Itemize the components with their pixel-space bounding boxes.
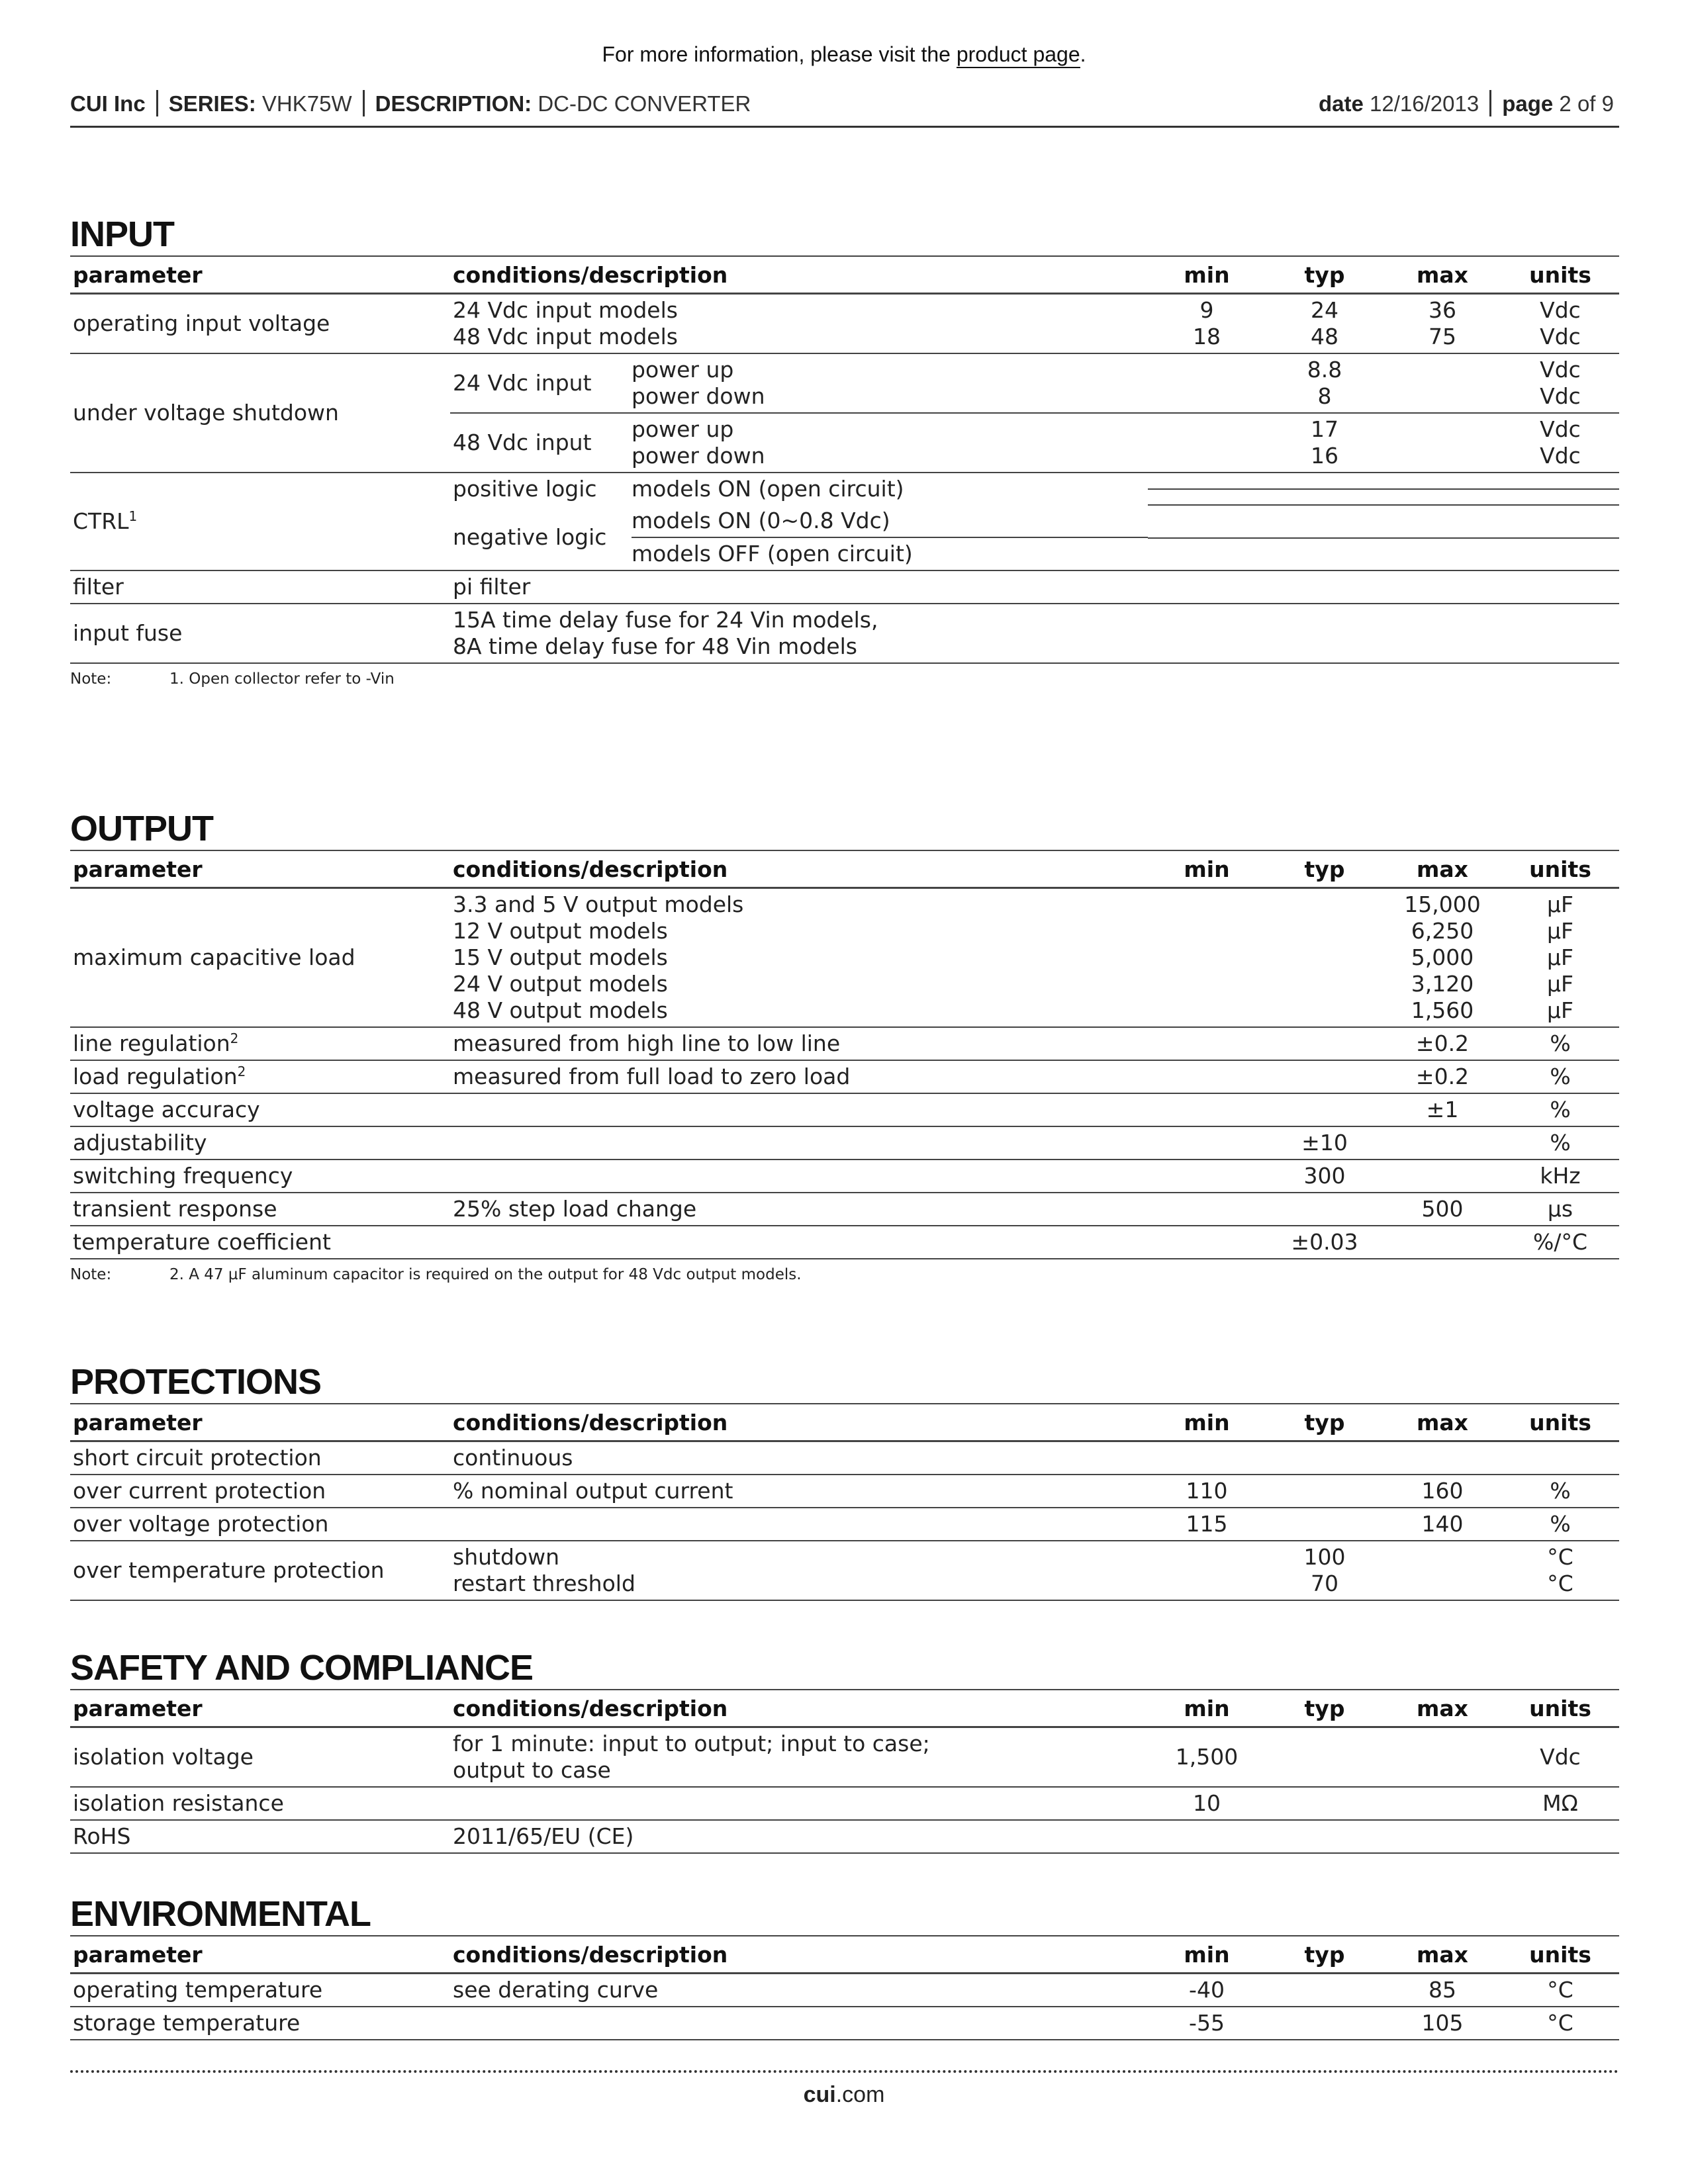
description-value: DC-DC CONVERTER xyxy=(538,91,751,116)
table-row: 48 Vdc input power up power down 17 16 Vdc Vdc xyxy=(70,413,1619,473)
table-row: filter pi filter xyxy=(70,570,1619,604)
section-title: SAFETY AND COMPLIANCE xyxy=(70,1648,534,1688)
safety-section xyxy=(70,1647,1619,1854)
date-value: 12/16/2013 xyxy=(1370,91,1479,116)
series-value: VHK75W xyxy=(261,91,352,116)
table-row: adjustability ±10 % xyxy=(70,1126,1619,1160)
top-note: For more information, please visit the product page. xyxy=(0,42,1688,67)
environmental-section xyxy=(70,1893,1619,2040)
table-header-row: parameter conditions/description min typ max units xyxy=(70,1404,1619,1441)
table-row: transient response 25% step load change 500 µs xyxy=(70,1193,1619,1226)
input-table xyxy=(70,255,1619,664)
company-name: CUI Inc xyxy=(70,91,146,116)
table-header-row: parameter conditions/description min typ max units xyxy=(70,256,1619,294)
table-header-row: parameter conditions/description min typ max units xyxy=(70,1690,1619,1727)
page-number: 2 of 9 xyxy=(1559,91,1614,116)
table-row: operating temperature see derating curve -40 85 °C xyxy=(70,1974,1619,2007)
section-title: OUTPUT xyxy=(70,809,213,848)
section-title: PROTECTIONS xyxy=(70,1362,322,1402)
table-row: short circuit protection continuous xyxy=(70,1441,1619,1475)
table-header-row: parameter conditions/description min typ max units xyxy=(70,850,1619,888)
table-header-row: parameter conditions/description min typ max units xyxy=(70,1936,1619,1974)
table-row: negative logic models ON (0~0.8 Vdc) models OFF (open circuit) xyxy=(70,505,1619,538)
table-row: load regulation$^2$ measured from full load to zero load ±0.2 % xyxy=(70,1060,1619,1093)
page-header: CUI Inc SERIES: VHK75W DESCRIPTION: DC-DC CONVERTER date 12/16/2013 page 2 of 9 xyxy=(70,87,1619,128)
table-row: RoHS 2011/65/EU (CE) xyxy=(70,1820,1619,1853)
table-row: over current protection % nominal output current 110 160 % xyxy=(70,1475,1619,1508)
table-row: switching frequency 300 kHz xyxy=(70,1160,1619,1193)
table-row: storage temperature -55 105 °C xyxy=(70,2007,1619,2040)
table-row: over temperature protection shutdown restart threshold 100 70 °C °C xyxy=(70,1541,1619,1600)
table-row: under voltage shutdown 24 Vdc input power up power down 8.8 8 Vdc Vdc xyxy=(70,353,1619,413)
table-row: line regulation$^2$ measured from high line to low line ±0.2 % xyxy=(70,1027,1619,1060)
table-row: over voltage protection 115 140 % xyxy=(70,1508,1619,1541)
footer: cui.com xyxy=(803,2082,885,2107)
table-row: voltage accuracy ±1 % xyxy=(70,1093,1619,1126)
output-table xyxy=(70,850,1619,1259)
table-row: temperature coefficient ±0.03 %/°C xyxy=(70,1226,1619,1259)
environmental-table xyxy=(70,1935,1619,2040)
input-section xyxy=(70,213,1619,697)
section-title: ENVIRONMENTAL xyxy=(70,1894,371,1934)
table-row: maximum capacitive load 3.3 and 5 V output models 12 V output models 15 V output models 24 V output models 48 V output models 15,000 6,250 5,000 3,120 1,560 µF µF µF µF µF xyxy=(70,888,1619,1028)
table-row: isolation voltage for 1 minute: input to output; input to case; output to case 1,500 Vdc xyxy=(70,1727,1619,1788)
safety-table xyxy=(70,1689,1619,1854)
table-row: CTRL$^1$ positive logic models ON (open circuit) xyxy=(70,473,1619,489)
section-title: INPUT xyxy=(70,214,174,254)
protections-section xyxy=(70,1361,1619,1601)
table-row: operating input voltage 24 Vdc input models 48 Vdc input models 9 18 24 48 36 75 Vdc Vdc xyxy=(70,294,1619,354)
protections-table xyxy=(70,1403,1619,1601)
footer-divider xyxy=(70,2070,1619,2073)
table-row: input fuse 15A time delay fuse for 24 Vin models, 8A time delay fuse for 48 Vin models xyxy=(70,604,1619,663)
table-row: isolation resistance 10 MΩ xyxy=(70,1787,1619,1820)
table-note: Note: 2. A 47 µF aluminum capacitor is required on the output for 48 Vdc output models. xyxy=(70,1266,802,1283)
product-page-link[interactable]: product page xyxy=(957,42,1080,68)
table-note: Note: 1. Open collector refer to -Vin xyxy=(70,670,395,688)
output-section xyxy=(70,807,1619,1293)
